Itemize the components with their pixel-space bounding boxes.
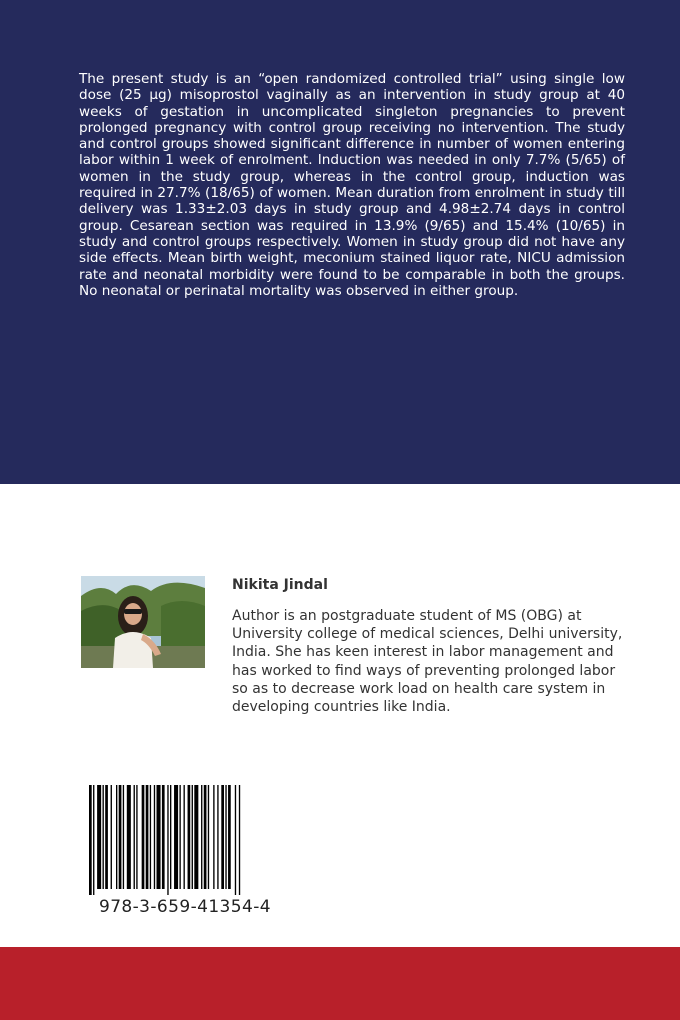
barcode-bar bbox=[136, 785, 137, 889]
barcode-bar bbox=[123, 785, 124, 889]
barcode-bar bbox=[201, 785, 202, 889]
barcode-bar bbox=[213, 785, 214, 889]
barcode-bar bbox=[184, 785, 185, 889]
barcode-bar bbox=[239, 785, 240, 895]
barcode-bar bbox=[97, 785, 101, 889]
barcode-bar bbox=[188, 785, 191, 889]
barcode-bar bbox=[89, 785, 92, 895]
barcode-bar bbox=[235, 785, 236, 895]
barcode-bar bbox=[103, 785, 104, 889]
barcode-bar bbox=[179, 785, 180, 889]
author-name: Nikita Jindal bbox=[232, 577, 328, 593]
barcode-bar bbox=[174, 785, 178, 889]
barcode-bar bbox=[146, 785, 149, 889]
barcode-bar bbox=[221, 785, 224, 889]
author-bio: Author is an postgraduate student of MS (OBG) at University college of medical sciences, Delhi university, India. She has keen interest in labor management and has worked to find ways of preventing prolonged labor so as to decrease work load on health care system in developing countries like India. bbox=[232, 608, 623, 716]
barcode bbox=[87, 785, 287, 895]
barcode-bar bbox=[116, 785, 117, 889]
barcode-bar bbox=[208, 785, 209, 889]
barcode-bar bbox=[134, 785, 135, 889]
barcode-bar bbox=[167, 785, 168, 895]
barcode-bar bbox=[217, 785, 218, 889]
barcode-bar bbox=[225, 785, 226, 889]
barcode-bar bbox=[228, 785, 231, 889]
abstract-panel bbox=[0, 0, 680, 484]
barcode-bar bbox=[170, 785, 171, 889]
barcode-bar bbox=[154, 785, 155, 889]
barcode-bar bbox=[119, 785, 122, 889]
abstract-text: The present study is an “open randomized controlled trial” using single low dose (25 µg) misoprostol vaginally as an intervention in study group at 40 weeks of gestation in uncomplicated singleton pregnancies to prevent prolonged pregnancy with control group receiving no intervention. The study and control groups showed significant difference in number of women entering labor within 1 week of enrolment. Induction was needed in only 7.7% (5/65) of women in the study group, whereas in the control group, induction was required in 27.7% (18/65) of women. Mean duration from enrolment in study till delivery was 1.33±2.03 days in study group and 4.98±2.74 days in control group. Cesarean section was required in 13.9% (9/65) and 15.4% (10/65) in study and control groups respectively. Women in study group did not have any side effects. Mean birth weight, meconium stained liquor rate, NICU admission rate and neonatal morbidity were found to be comparable in both the groups. No neonatal or perinatal mortality was observed in either group. bbox=[79, 71, 625, 299]
barcode-bar bbox=[93, 785, 94, 895]
barcode-bar bbox=[127, 785, 131, 889]
author-photo bbox=[81, 576, 205, 668]
isbn-number: 978-3-659-41354-4 bbox=[99, 897, 271, 917]
barcode-bar bbox=[142, 785, 145, 889]
barcode-bar bbox=[157, 785, 161, 889]
barcode-bar bbox=[111, 785, 112, 889]
barcode-bar bbox=[105, 785, 108, 889]
barcode-bar bbox=[204, 785, 207, 889]
bottom-color-band bbox=[0, 947, 680, 1020]
barcode-bar bbox=[194, 785, 198, 889]
barcode-bar bbox=[150, 785, 151, 889]
barcode-bar bbox=[192, 785, 193, 889]
barcode-bar bbox=[162, 785, 165, 889]
